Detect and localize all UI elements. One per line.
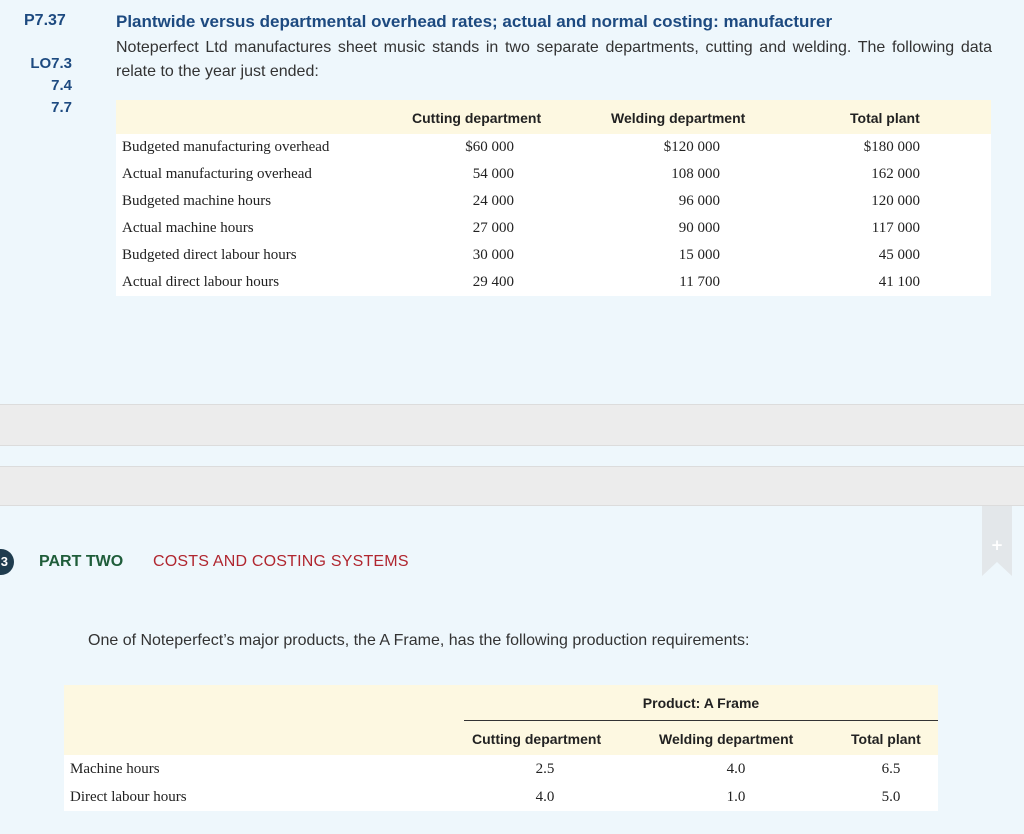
row-label: Machine hours bbox=[70, 761, 160, 777]
row-label: Actual machine hours bbox=[122, 220, 254, 236]
cell-total: 45 000 bbox=[878, 247, 920, 263]
cell-total: 6.5 bbox=[881, 761, 901, 777]
problem-number: P7.37 bbox=[24, 12, 66, 29]
table-row bbox=[64, 783, 938, 811]
cell-welding: 96 000 bbox=[678, 193, 720, 209]
cell-welding: 1.0 bbox=[726, 789, 746, 805]
cell-cutting: 54 000 bbox=[472, 166, 514, 182]
part-title: COSTS AND COSTING SYSTEMS bbox=[153, 553, 409, 570]
cell-welding: 4.0 bbox=[726, 761, 746, 777]
learning-objective: LO7.3 bbox=[30, 55, 72, 72]
row-label: Budgeted machine hours bbox=[122, 193, 272, 209]
page-number-badge: 3 bbox=[0, 549, 14, 575]
production-requirements-text: One of Noteperfect’s major products, the A Frame, has the following production requirements: bbox=[88, 632, 750, 649]
bookmark-plus-icon[interactable] bbox=[982, 506, 1012, 576]
cell-total: 41 100 bbox=[878, 274, 920, 290]
table-row bbox=[116, 242, 991, 269]
table-row bbox=[64, 755, 938, 783]
column-header-welding: Welding department bbox=[659, 731, 794, 747]
row-label: Actual direct labour hours bbox=[122, 274, 280, 290]
column-header-total: Total plant bbox=[850, 110, 920, 126]
cell-total: $180 000 bbox=[863, 139, 920, 155]
page-break-band bbox=[0, 466, 1024, 506]
problem-title: Plantwide versus departmental overhead rates; actual and normal costing: manufacturer bbox=[116, 12, 833, 31]
table-header-row bbox=[116, 100, 991, 134]
page-break-band bbox=[0, 404, 1024, 446]
column-header-total: Total plant bbox=[851, 731, 921, 747]
cell-cutting: 4.0 bbox=[535, 789, 555, 805]
header-rule bbox=[464, 720, 938, 721]
production-requirements-table bbox=[64, 685, 938, 811]
learning-objective: 7.7 bbox=[51, 99, 72, 116]
row-label: Budgeted manufacturing overhead bbox=[122, 139, 330, 155]
cell-cutting: $60 000 bbox=[465, 139, 514, 155]
cell-total: 120 000 bbox=[871, 193, 920, 209]
table-header bbox=[64, 685, 938, 755]
column-header-welding: Welding department bbox=[611, 110, 746, 126]
cell-welding: 15 000 bbox=[678, 247, 720, 263]
column-header-cutting: Cutting department bbox=[412, 110, 542, 126]
row-label: Direct labour hours bbox=[70, 789, 187, 805]
cell-welding: $120 000 bbox=[663, 139, 720, 155]
part-label: PART TWO bbox=[39, 553, 124, 570]
table-row bbox=[116, 161, 991, 188]
cell-welding: 11 700 bbox=[679, 274, 720, 290]
table-row bbox=[116, 188, 991, 215]
bookmark-glyph: + bbox=[990, 536, 1004, 554]
table-row bbox=[116, 215, 991, 242]
problem-intro: Noteperfect Ltd manufactures sheet music stands in two separate departments, cutting and welding. The following data relate to the year just ended: bbox=[116, 39, 992, 80]
cell-welding: 108 000 bbox=[671, 166, 720, 182]
cell-cutting: 27 000 bbox=[472, 220, 514, 236]
overhead-data-table bbox=[116, 100, 991, 296]
product-group-header: Product: A Frame bbox=[642, 695, 760, 711]
cell-cutting: 29 400 bbox=[472, 274, 514, 290]
row-label: Actual manufacturing overhead bbox=[122, 166, 312, 182]
table-row bbox=[116, 134, 991, 161]
cell-cutting: 30 000 bbox=[472, 247, 514, 263]
cell-cutting: 24 000 bbox=[472, 193, 514, 209]
cell-welding: 90 000 bbox=[678, 220, 720, 236]
learning-objective: 7.4 bbox=[51, 77, 72, 94]
cell-cutting: 2.5 bbox=[535, 761, 555, 777]
table-row bbox=[116, 269, 991, 296]
row-label: Budgeted direct labour hours bbox=[122, 247, 297, 263]
cell-total: 117 000 bbox=[871, 220, 920, 236]
cell-total: 5.0 bbox=[881, 789, 901, 805]
cell-total: 162 000 bbox=[871, 166, 920, 182]
column-header-cutting: Cutting department bbox=[472, 731, 602, 747]
learning-objectives bbox=[26, 53, 72, 119]
